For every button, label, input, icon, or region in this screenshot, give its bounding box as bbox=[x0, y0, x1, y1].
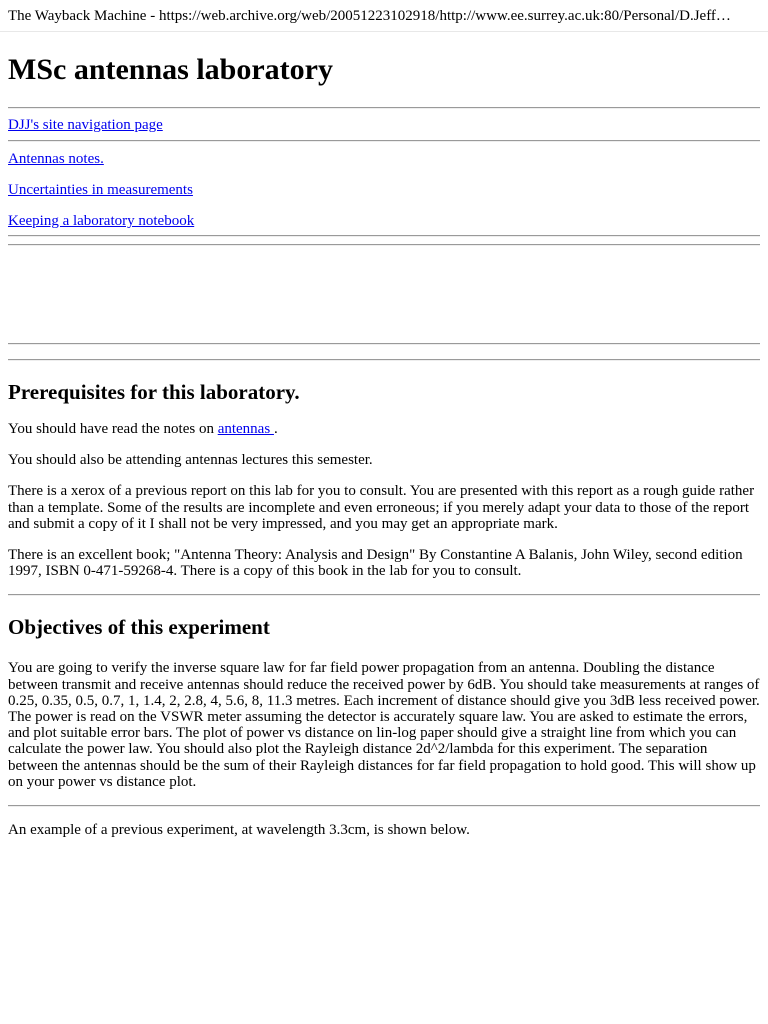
prerequisites-paragraph-2: You should also be attending antennas lectures this semester. bbox=[8, 452, 373, 469]
uncertainties-link[interactable]: Uncertainties in measurements bbox=[8, 182, 193, 198]
prerequisites-paragraph-4: There is an excellent book; "Antenna Theory: Analysis and Design" By Constantine A Balanis, John Wiley, second edition 1997, ISBN 0-471-59268-4. There is a copy of this book in the lab for you to consult. bbox=[8, 547, 743, 580]
antennas-notes-link[interactable]: Antennas notes. bbox=[8, 151, 104, 167]
objectives-heading: Objectives of this experiment bbox=[8, 615, 270, 640]
example-paragraph: An example of a previous experiment, at wavelength 3.3cm, is shown below. bbox=[8, 822, 470, 839]
lab-notebook-link[interactable]: Keeping a laboratory notebook bbox=[8, 213, 195, 229]
divider bbox=[8, 594, 760, 596]
browser-title-bar bbox=[0, 0, 768, 32]
antennas-link[interactable]: antennas bbox=[217, 421, 274, 437]
page-title: MSc antennas laboratory bbox=[8, 53, 333, 86]
divider bbox=[8, 359, 760, 361]
window-title: The Wayback Machine - https://web.archive.org/web/20051223102918/http://www.ee.surrey.ac.uk:80/Personal/D.Jeff… bbox=[8, 8, 731, 24]
text: You should have read the notes on bbox=[8, 421, 218, 437]
nav-links-list bbox=[8, 150, 760, 235]
objectives-paragraph: You are going to verify the inverse square law for far field power propagation from an antenna. Doubling the distance between transmit and receive antennas should reduce the received power by 6dB. You should take measurements at ranges of 0.25, 0.35, 0.5, 0.7, 1, 1.4, 2, 2.8, 4, 5.6, 8, 11.3 metres. Each increment of distance should give you 3dB less received power. The power is read on the VSWR meter assuming the detector is accurately square law. You are asked to estimate the errors, and plot suitable error bars. The plot of power vs distance on lin-log paper should give a straight line from which you can calculate the power law. You should also plot the Rayleigh distance 2d^2/lambda for this experiment. The separation between the antennas should be the sum of their Rayleigh distances for far field propagation to hold good. This will show up on your power vs distance plot. bbox=[8, 660, 760, 790]
page-content bbox=[8, 32, 760, 838]
prerequisites-paragraph-1 bbox=[8, 421, 760, 437]
empty-space bbox=[8, 246, 760, 343]
text: . bbox=[273, 421, 278, 437]
prerequisites-heading: Prerequisites for this laboratory. bbox=[8, 380, 300, 404]
prerequisites-paragraph-3: There is a xerox of a previous report on this lab for you to consult. You are presented with this report as a rough guide rather than a template. Some of the results are incomplete and even erroneous; if you merely adapt your data to those of the report and submit a copy of it I shall not be very impressed, and you may get an appropriate mark. bbox=[8, 483, 755, 532]
site-navigation-link[interactable]: DJJ's site navigation page bbox=[8, 117, 163, 133]
